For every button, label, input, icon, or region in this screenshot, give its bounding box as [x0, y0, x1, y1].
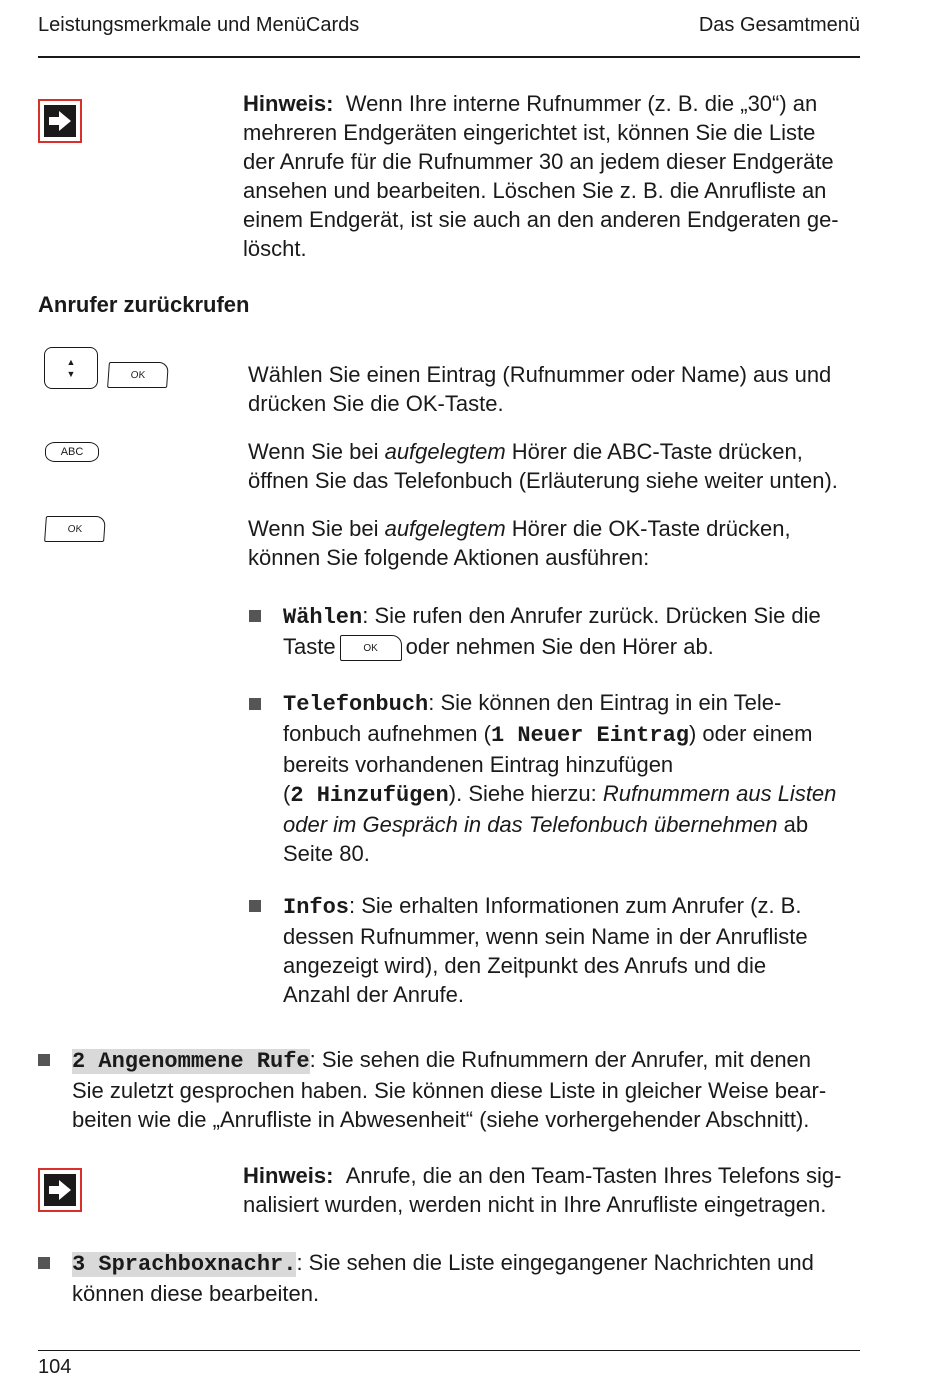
arrow-up-icon: ▲: [66, 357, 76, 367]
ok-key-icon: OK: [107, 362, 169, 388]
action-waehlen: Wählen: Sie rufen den Anrufer zurück. Drücken Sie die Taste OK oder nehmen Sie den Hörer ab.: [283, 601, 863, 661]
bullet-icon: [249, 698, 261, 710]
page-number: 104: [38, 1356, 72, 1378]
note-1-label: Hinweis:: [243, 91, 334, 116]
ok-key-icon: OK: [340, 635, 402, 661]
action-infos: Infos: Sie erhalten Informationen zum Anrufer (z. B. dessen Rufnummer, wenn sein Name in der Anrufliste angezeigt wird), den Zeitpunkt des Anrufs und die Anzahl der Anrufe.: [283, 893, 808, 1007]
ok-key-icon: OK: [44, 516, 106, 542]
note-2-label: Hinweis:: [243, 1163, 334, 1188]
bullet-icon: [38, 1257, 50, 1269]
note-arrow-icon: [38, 1168, 82, 1212]
menu-item-angenommene-rufe: 2 Angenommene Rufe: Sie sehen die Rufnummern der Anrufer, mit denen Sie zuletzt gesprochen haben. Sie können diese Liste in gleicher Weise bear- beiten wie die „Anrufliste in Abwesenheit“ (siehe vorhergehender Abschnitt).: [72, 1047, 827, 1132]
step-abc-key: Wenn Sie bei aufgelegtem Hörer die ABC-Taste drücken, öffnen Sie das Telefonbuch (Erläuterung siehe weiter unten).: [248, 439, 838, 493]
bullet-icon: [249, 610, 261, 622]
arrow-down-icon: ▼: [66, 369, 76, 379]
abc-key-icon: ABC: [45, 442, 99, 462]
step-select-entry: Wählen Sie einen Eintrag (Rufnummer oder Name) aus und drücken Sie die OK-Taste.: [248, 362, 832, 416]
bullet-icon: [38, 1054, 50, 1066]
bullet-icon: [249, 900, 261, 912]
action-telefonbuch: Telefonbuch: Sie können den Eintrag in ein Tele- fonbuch aufnehmen (1 Neuer Eintrag) oder einem bereits vorhandenen Eintrag hinzufügen (2 Hinzufügen). Siehe hierzu: Rufnummern aus Listen oder im Gespräch in das Telefonbuch übernehmen ab Seite 80.: [283, 690, 837, 866]
note-arrow-icon: [38, 99, 82, 143]
header-chapter-title: Das Gesamtmenü: [698, 14, 860, 36]
header-section-title: Leistungsmerkmale und MenüCards: [38, 14, 360, 36]
note-2: Hinweis: Anrufe, die an den Team-Tasten Ihres Telefons sig- nalisiert wurden, werden nicht in Ihre Anrufliste eingetragen.: [243, 1163, 842, 1217]
header-rule: [38, 56, 860, 58]
step-ok-key: Wenn Sie bei aufgelegtem Hörer die OK-Taste drücken, können Sie folgende Aktionen ausführen:: [248, 516, 791, 570]
navigation-key-icon: [44, 347, 98, 389]
note-1: Hinweis: Wenn Ihre interne Rufnummer (z. B. die „30“) an mehreren Endgeräten eingerichtet ist, können Sie die Liste der Anrufe für die Rufnummer 30 an jedem dieser Endgeräte ansehen und bearbeiten. Löschen Sie z. B. die Anrufliste an einem Endgerät, ist sie auch an den anderen Endgeraten ge- löscht.: [243, 91, 839, 261]
menu-item-sprachboxnachr: 3 Sprachboxnachr.: Sie sehen die Liste eingegangener Nachrichten und können diese bearbeiten.: [72, 1250, 814, 1306]
section-heading: Anrufer zurückrufen: [38, 292, 250, 317]
footer-rule: [38, 1350, 860, 1351]
